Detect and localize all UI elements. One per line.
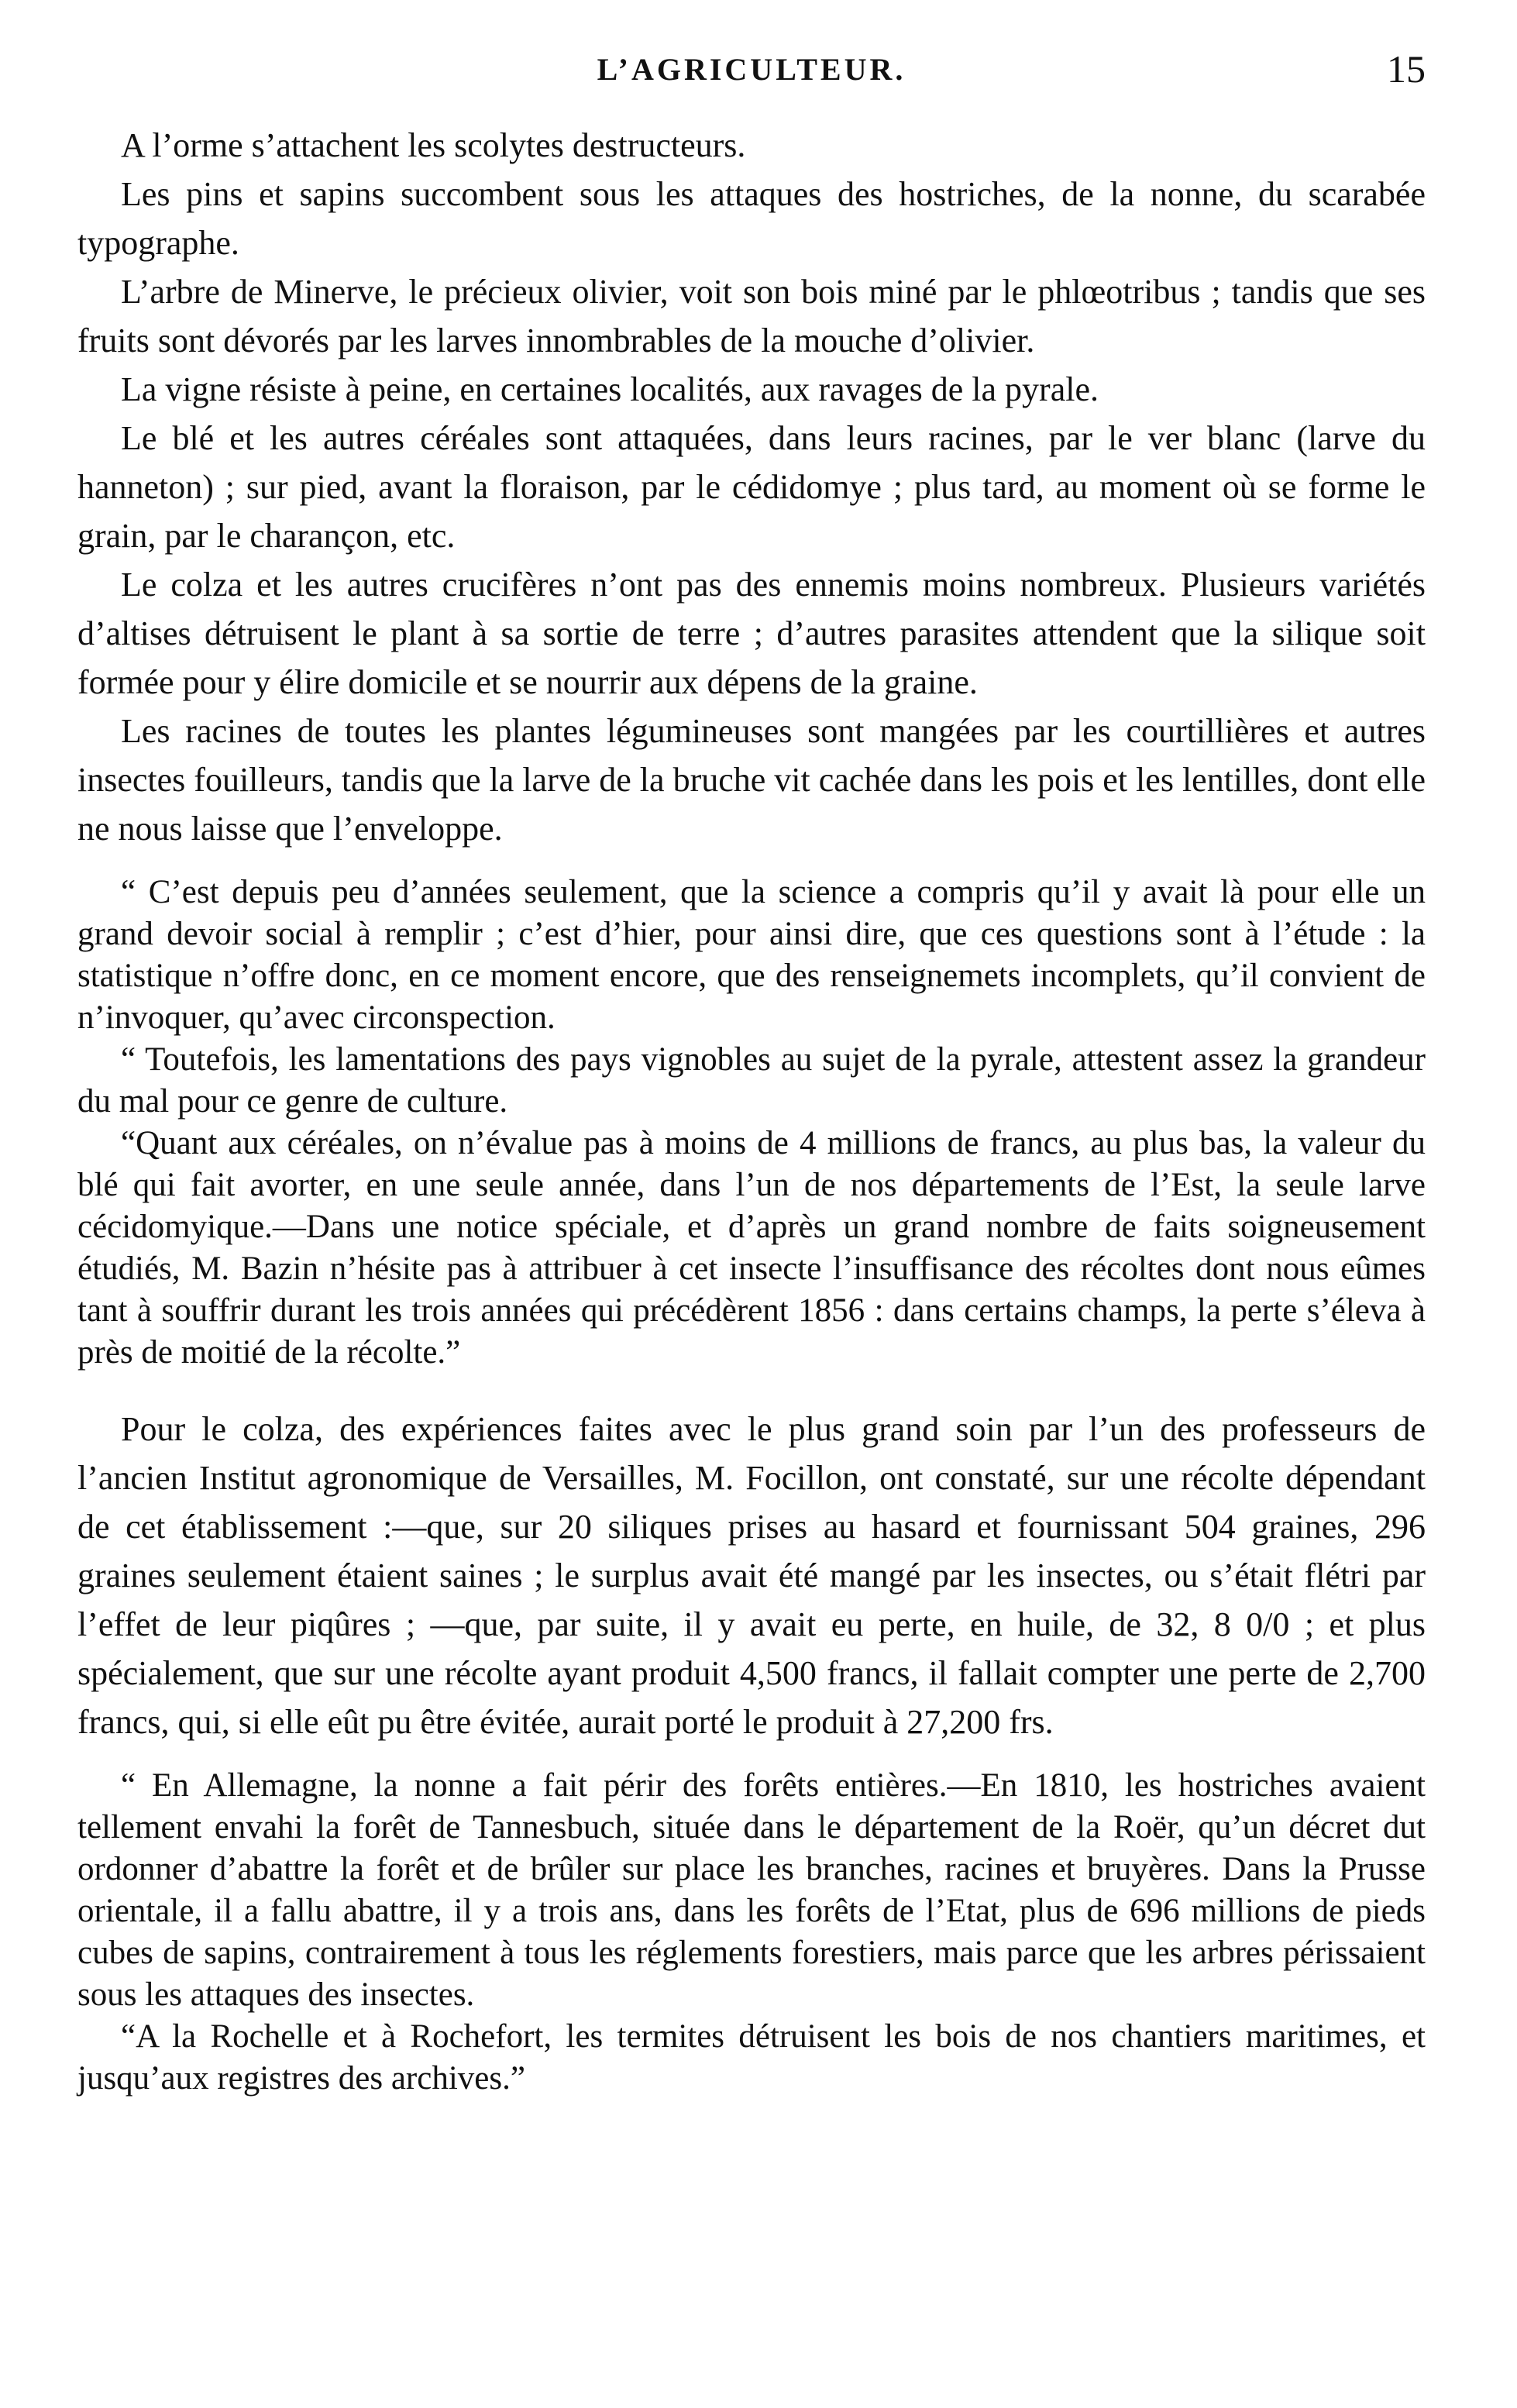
paragraph: La vigne résiste à peine, en certaines localités, aux ravages de la pyrale.: [121, 370, 1099, 408]
quote-paragraph: “ Toutefois, les lamentations des pays vignobles au sujet de la pyrale, attestent assez la grandeur du mal pour ce genre de culture.: [77, 1041, 1426, 1120]
quotation-section-2: [77, 1765, 1426, 2100]
quote-paragraph: “A la Rochelle et à Rochefort, les termites détruisent les bois de nos chantiers maritimes, et jusqu’aux registres des archives.”: [77, 2018, 1426, 2097]
quote-paragraph: “ C’est depuis peu d’années seulement, que la science a compris qu’il y avait là pour elle un grand devoir social à remplir ; c’est d’hier, pour ainsi dire, que ces questions sont à l’étude : la statistique n’offre donc, en ce moment encore, que des renseignemets incomplets, qu’il convient de n’invoquer, qu’avec circonspection.: [77, 874, 1426, 1036]
paragraph: Pour le colza, des expériences faites avec le plus grand soin par l’un des professeurs de l’ancien Institut agronomique de Versailles, M. Focillon, ont constaté, sur une récolte dépendant de cet établissement :—que, sur 20 siliques prises au hasard et fournissant 504 graines, 296 graines seulement étaient saines ; le surplus avait été mangé par les insectes, ou s’était flétri par l’effet de leur piqûres ; —que, par suite, il y avait eu perte, en huile, de 32, 8 0/0 ; et plus spécialement, que sur une récolte ayant produit 4,500 francs, il fallait compter une perte de 2,700 francs, qui, si elle eût pu être évitée, aurait porté le produit à 27,200 frs.: [77, 1410, 1426, 1741]
book-page: [77, 46, 1426, 2363]
paragraph: Les racines de toutes les plantes légumineuses sont mangées par les courtillières et autres insectes fouilleurs, tandis que la larve de la bruche vit cachée dans les pois et les lentilles, dont elle ne nous laisse que l’enveloppe.: [77, 712, 1426, 848]
body-section-2: [77, 1405, 1426, 1746]
paragraph: Les pins et sapins succombent sous les attaques des hostriches, de la nonne, du scarabée typographe.: [77, 175, 1426, 262]
page-header: [77, 46, 1426, 93]
quote-paragraph: “Quant aux céréales, on n’évalue pas à moins de 4 millions de francs, au plus bas, la valeur du blé qui fait avorter, en une seule année, dans l’un de nos départements de l’Est, la seule larve cécidomyique.—Dans une notice spéciale, et d’après un grand nombre de faits soigneusement étudiés, M. Bazin n’hésite pas à attribuer à cet insecte l’insuffisance des récoltes dont nous eûmes tant à souffrir durant les trois années qui précédèrent 1856 : dans certains champs, la perte s’éleva à près de moitié de la récolte.”: [77, 1125, 1426, 1371]
quote-paragraph: “ En Allemagne, la nonne a fait périr des forêts entières.—En 1810, les hostriches avaient tellement envahi la forêt de Tannesbuch, située dans le département de la Roër, qu’un décret dut ordonner d’abattre la forêt et de brûler sur place les branches, racines et bruyères. Dans la Prusse orientale, il a fallu abattre, il y a trois ans, dans les forêts de l’Etat, plus de 696 millions de pieds cubes de sapins, contrairement à tous les réglements forestiers, mais parce que les arbres périssaient sous les attaques des insectes.: [77, 1767, 1426, 2013]
paragraph: Le blé et les autres céréales sont attaquées, dans leurs racines, par le ver blanc (larve du hanneton) ; sur pied, avant la floraison, par le cédidomye ; plus tard, au moment où se forme le grain, par le charançon, etc.: [77, 419, 1426, 555]
quotation-section-1: [77, 872, 1426, 1374]
paragraph: A l’orme s’attachent les scolytes destructeurs.: [121, 126, 746, 164]
paragraph: L’arbre de Minerve, le précieux olivier, voit son bois miné par le phlœotribus ; tandis que ses fruits sont dévorés par les larves innombrables de la mouche d’olivier.: [77, 273, 1426, 359]
running-title: L’AGRICULTEUR.: [597, 52, 906, 87]
paragraph: Le colza et les autres crucifères n’ont pas des ennemis moins nombreux. Plusieurs variétés d’altises détruisent le plant à sa sortie de terre ; d’autres parasites attendent que la silique soit formée pour y élire domicile et se nourrir aux dépens de la graine.: [77, 566, 1426, 701]
page-number: 15: [1387, 47, 1426, 91]
body-section-1: [77, 121, 1426, 853]
